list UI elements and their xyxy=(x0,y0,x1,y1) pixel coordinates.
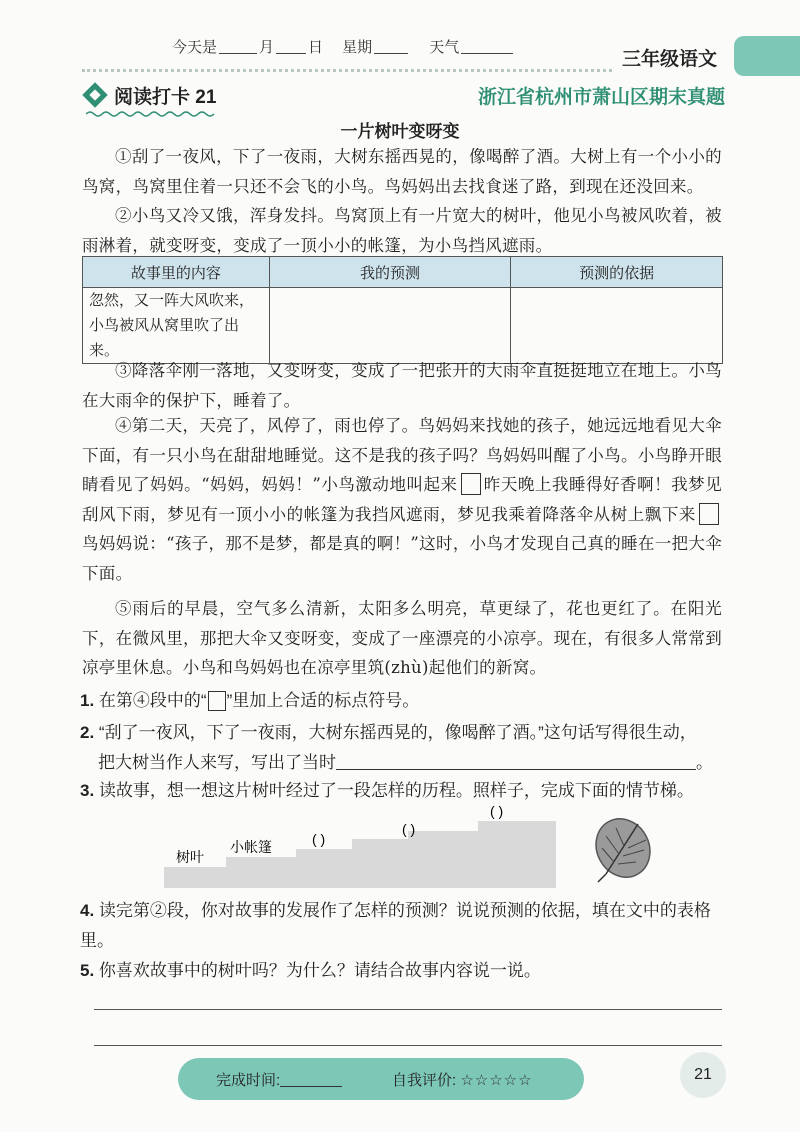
date-today-label: 今天是 xyxy=(172,38,218,56)
question-4-number: 4. xyxy=(80,901,95,920)
ladder-step-2: 小帐篷 xyxy=(230,839,272,855)
ladder-step-3: ( ) xyxy=(312,831,326,847)
completion-time xyxy=(216,1069,342,1090)
section-title: 阅读打卡 21 xyxy=(114,87,217,108)
weekday-blank[interactable] xyxy=(374,40,408,54)
leaf-icon xyxy=(588,814,658,886)
paragraph-2: ②小鸟又冷又饿，浑身发抖。鸟窝顶上有一片宽大的树叶，他见小鸟被风吹着，被雨淋着，就变呀变，变成了一顶小小的帐篷，为小鸟挡风遮雨。 xyxy=(82,206,722,255)
paragraph-4-part-a: ④第二天，天亮了，风停了，雨也停了。鸟妈妈来找她的孩子，她远远地看见大伞下面，有一只小鸟在甜甜地睡觉。这不是我的孩子吗？鸟妈妈叫醒了小鸟。小鸟睁开眼睛看见了妈妈。“妈妈，妈妈！”小鸟激动地叫起来 xyxy=(82,416,722,494)
completion-time-blank[interactable] xyxy=(280,1073,342,1087)
self-evaluation-label: 自我评价: xyxy=(392,1072,457,1089)
weather-blank[interactable] xyxy=(461,40,513,54)
diamond-icon xyxy=(82,82,107,107)
question-5-text: 你喜欢故事中的树叶吗？为什么？请结合故事内容说一说。 xyxy=(98,961,541,980)
paragraph-4-part-c: 鸟妈妈说：“孩子，那不是梦，都是真的啊！”这时，小鸟才发现自己真的睡在一把大伞下面。 xyxy=(82,534,722,583)
question-2-number: 2. xyxy=(80,723,95,742)
question-1 xyxy=(80,686,725,716)
day-blank[interactable] xyxy=(276,40,306,54)
table-header-prediction: 我的预测 xyxy=(269,257,511,288)
table-cell-basis[interactable] xyxy=(511,288,723,364)
self-evaluation xyxy=(392,1069,533,1090)
ladder-step-1: 树叶 xyxy=(176,849,204,865)
paragraph-4-part-b: 昨天晚上我睡得好香啊！我梦见刮风下雨，梦见有一顶小小的帐篷为我挡风遮雨，梦见我乘着降落伞从树上飘下来 xyxy=(82,475,723,524)
table-header-content: 故事里的内容 xyxy=(83,257,270,288)
question-1-number: 1. xyxy=(80,691,95,710)
punctuation-box-1[interactable] xyxy=(461,473,481,495)
question-1-text-a: 在第④段中的“ xyxy=(98,691,207,710)
question-5 xyxy=(80,956,725,986)
paragraph-4 xyxy=(82,411,722,588)
date-line xyxy=(172,36,515,57)
paragraph-3: ③降落伞刚一落地，又变呀变，变成了一把张开的大雨伞直挺挺地立在地上。小鸟在大雨伞的保护下，睡着了。 xyxy=(82,361,722,410)
weather-label: 天气 xyxy=(429,38,460,56)
dotted-divider xyxy=(82,69,612,72)
table-cell-prediction[interactable] xyxy=(269,288,511,364)
grade-tab xyxy=(608,36,800,76)
table-row xyxy=(83,288,723,364)
question-2 xyxy=(80,718,725,748)
grade-subject: 三年级语文 xyxy=(622,49,718,70)
rating-stars[interactable]: ☆☆☆☆☆ xyxy=(460,1072,533,1089)
footer-bar xyxy=(178,1058,584,1100)
question-3-number: 3. xyxy=(80,781,95,800)
weekday-label: 星期 xyxy=(342,38,373,56)
prediction-table xyxy=(82,256,723,364)
paragraph-5: ⑤雨后的早晨，空气多么清新，太阳多么明亮，草更绿了，花也更红了。在阳光下，在微风里，那把大伞又变呀变，变成了一座漂亮的小凉亭。现在，有很多人常常到凉亭里休息。小鸟和鸟妈妈也在凉亭里筑(zhù)起他们的新窝。 xyxy=(82,599,722,677)
month-blank[interactable] xyxy=(219,40,257,54)
question-1-box xyxy=(208,691,226,711)
completion-time-label: 完成时间: xyxy=(216,1072,281,1089)
question-4 xyxy=(80,896,725,956)
question-2-end: 。 xyxy=(696,753,713,772)
question-2-answer-blank[interactable] xyxy=(336,752,696,770)
answer-line-1[interactable] xyxy=(94,1009,722,1010)
table-cell-content: 忽然，又一阵大风吹来，小鸟被风从窝里吹了出来。 xyxy=(83,288,270,364)
story-title: 一片树叶变呀变 xyxy=(340,122,460,142)
question-2-line-2 xyxy=(98,748,725,778)
table-header-basis: 预测的依据 xyxy=(511,257,723,288)
question-3-text: 读故事，想一想这片树叶经过了一段怎样的历程。照样子，完成下面的情节梯。 xyxy=(98,781,694,800)
question-2-text-b: 把大树当作人来写，写出了当时 xyxy=(98,753,336,772)
question-2-text-a: “刮了一夜风，下了一夜雨，大树东摇西晃的，像喝醉了酒。”这句话写得很生动， xyxy=(98,723,697,742)
ladder-step-5: ( ) xyxy=(490,803,504,819)
answer-line-2[interactable] xyxy=(94,1045,722,1046)
ladder-steps xyxy=(164,821,556,888)
day-label: 日 xyxy=(308,38,324,56)
grade-tab-bar xyxy=(734,36,800,76)
question-5-number: 5. xyxy=(80,961,95,980)
paragraph-1: ①刮了一夜风，下了一夜雨，大树东摇西晃的，像喝醉了酒。大树上有一个小小的鸟窝，鸟窝里住着一只还不会飞的小鸟。鸟妈妈出去找食迷了路，到现在还没回来。 xyxy=(82,147,722,196)
month-label: 月 xyxy=(259,38,275,56)
source-label: 浙江省杭州市萧山区期末真题 xyxy=(478,87,726,108)
page-number: 21 xyxy=(680,1052,726,1098)
ladder-step-4: ( ) xyxy=(402,821,416,837)
punctuation-box-2[interactable] xyxy=(699,503,719,525)
question-4-text: 读完第②段，你对故事的发展作了怎样的预测？说说预测的依据，填在文中的表格里。 xyxy=(80,901,711,950)
question-1-text-b: ”里加上合适的标点符号。 xyxy=(226,691,420,710)
